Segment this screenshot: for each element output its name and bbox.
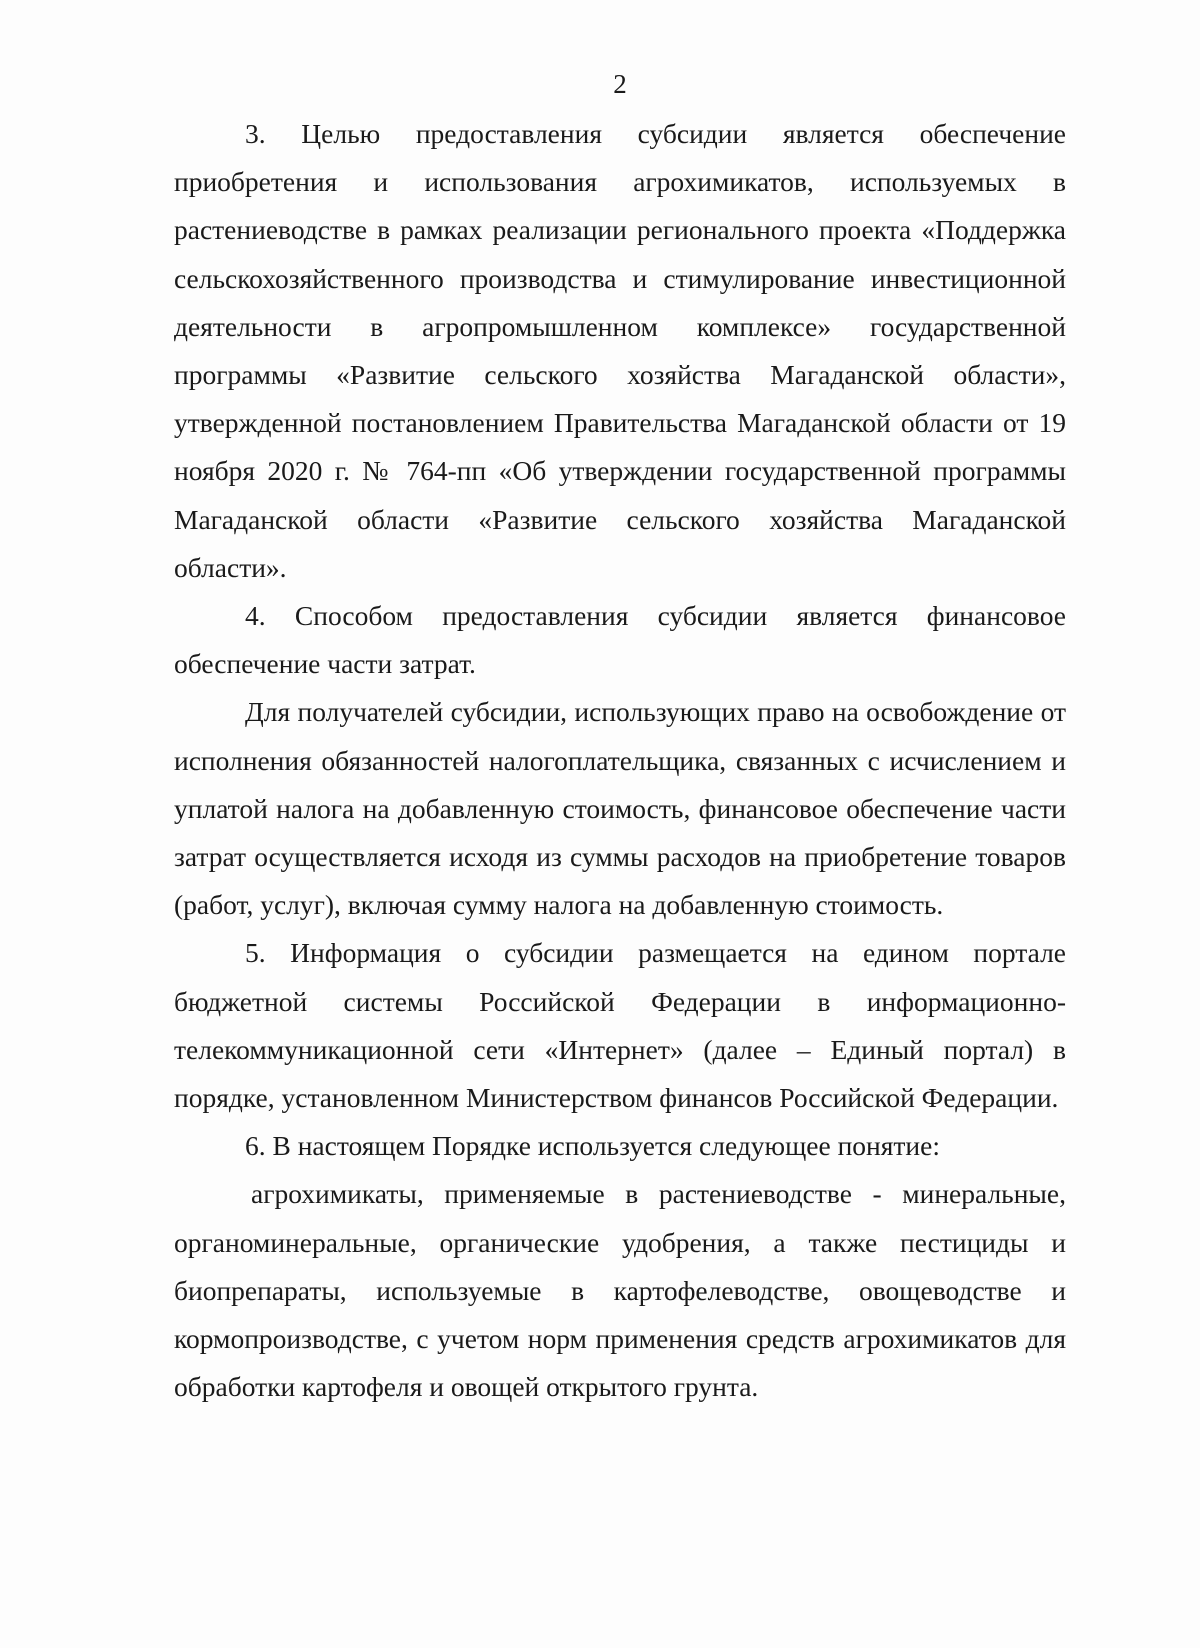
- paragraph-6-definitions: 6. В настоящем Порядке используется следующее понятие:: [245, 1130, 940, 1162]
- paragraph-agrochemicals-definition: агрохимикаты, применяемые в растениеводстве - минеральные, органоминеральные, органические удобрения, а также пестициды и биопрепараты, используемые в картофелеводстве, овощеводстве и кормопроизводстве, с учетом норм применения средств агрохимикатов для обработки картофеля и овощей открытого грунта.: [174, 1178, 1066, 1403]
- paragraph-4-method: 4. Способом предоставления субсидии является финансовое обеспечение части затрат.: [174, 600, 1066, 680]
- paragraph-vat-recipients: Для получателей субсидии, использующих право на освобождение от исполнения обязанностей налогоплательщика, связанных с исчислением и уплатой налога на добавленную стоимость, финансовое обеспечение части затрат осуществляется исходя из суммы расходов на приобретение товаров (работ, услуг), включая сумму налога на добавленную стоимость.: [174, 696, 1066, 921]
- document-body: [174, 110, 1066, 1411]
- page-number: 2: [613, 69, 627, 99]
- paragraph-5-information: 5. Информация о субсидии размещается на едином портале бюджетной системы Российской Федерации в информационно-телекоммуникационной сети «Интернет» (далее – Единый портал) в порядке, установленном Министерством финансов Российской Федерации.: [174, 937, 1066, 1114]
- paragraph-3-purpose: 3. Целью предоставления субсидии является обеспечение приобретения и использования агрохимикатов, используемых в растениеводстве в рамках реализации регионального проекта «Поддержка сельскохозяйственного производства и стимулирование инвестиционной деятельности в агропромышленном комплексе» государственной программы «Развитие сельского хозяйства Магаданской области», утвержденной постановлением Правительства Магаданской области от 19 ноября 2020 г. № 764-пп «Об утверждении государственной программы Магаданской области «Развитие сельского хозяйства Магаданской области».: [174, 118, 1066, 583]
